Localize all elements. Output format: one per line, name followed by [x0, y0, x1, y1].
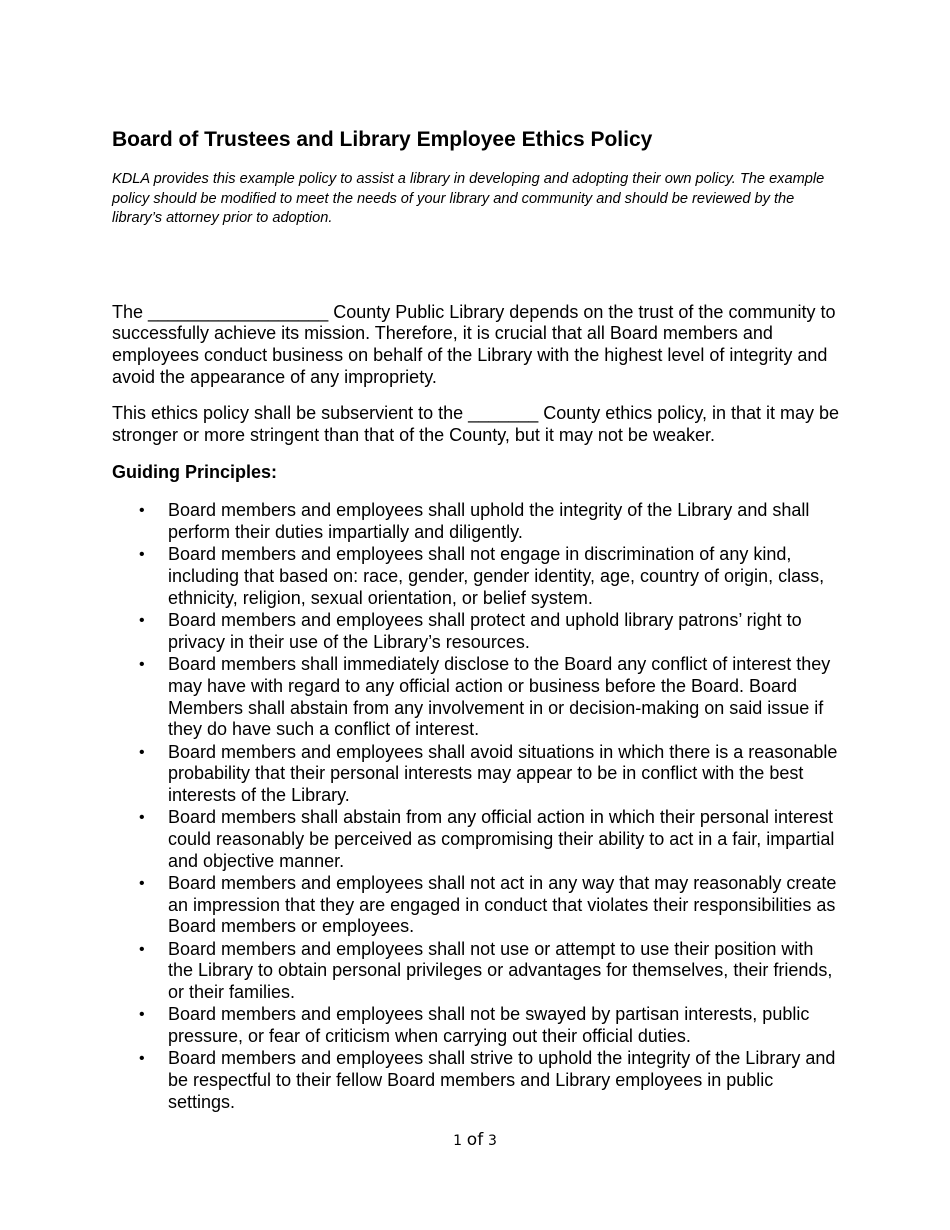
bullet-icon: •	[139, 809, 145, 827]
list-item	[112, 610, 840, 653]
page-number	[0, 1130, 950, 1151]
intro-note: KDLA provides this example policy to assist a library in developing and adopting their own policy. The example policy should be modified to meet the needs of your library and community and should be reviewed by the library’s attorney prior to adoption.	[112, 171, 825, 226]
principle-text: Board members shall immediately disclose to the Board any conflict of interest they may have with regard to any official action or business before the Board. Board Members shall abstain from any involvement in or decision-making on said issue if they do have such a conflict of interest.	[168, 654, 831, 740]
paragraph-county-policy: This ethics policy shall be subservient to the _______ County ethics policy, in that it may be stronger or more stringent than that of the County, but it may not be weaker.	[112, 403, 840, 446]
document-page	[112, 124, 840, 1114]
bullet-icon: •	[139, 1050, 145, 1068]
bullet-icon: •	[139, 1006, 145, 1024]
principles-heading: Guiding Principles:	[112, 461, 278, 482]
list-item	[112, 1004, 840, 1047]
list-item	[112, 873, 840, 938]
principle-text: Board members and employees shall not use or attempt to use their position with the Library to obtain personal privileges or advantages for themselves, their friends, or their families.	[168, 938, 833, 1003]
list-item	[112, 742, 840, 807]
list-item	[112, 807, 840, 872]
list-item	[112, 939, 840, 1004]
bullet-icon: •	[139, 612, 145, 630]
principle-text: Board members and employees shall protect and uphold library patrons’ right to privacy in their use of the Library’s resources.	[168, 610, 802, 652]
list-item	[112, 500, 840, 543]
page-total: 3	[487, 1133, 497, 1149]
principle-text: Board members and employees shall not be swayed by partisan interests, public pressure, or fear of criticism when carrying out their official duties.	[168, 1004, 810, 1047]
document-title: Board of Trustees and Library Employee Ethics Policy	[112, 128, 653, 151]
bullet-icon: •	[139, 874, 145, 892]
principle-text: Board members and employees shall uphold the integrity of the Library and shall perform their duties impartially and diligently.	[168, 500, 810, 543]
principle-text: Board members shall abstain from any official action in which their personal interest could reasonably be perceived as compromising their ability to act in a fair, impartial and objective manner.	[168, 807, 835, 871]
bullet-icon: •	[139, 656, 145, 674]
page-current: 1	[453, 1133, 463, 1149]
list-item	[112, 544, 840, 609]
list-item	[112, 1048, 840, 1113]
principle-text: Board members and employees shall avoid situations in which there is a reasonable probability that their personal interests may appear to be in conflict with the best interests of the Library.	[168, 741, 838, 805]
list-item	[112, 654, 840, 741]
paragraph-trust: The __________________ County Public Library depends on the trust of the community to successfully achieve its mission. Therefore, it is crucial that all Board members and employees conduct business on behalf of the Library with the highest level of integrity and avoid the appearance of any impropriety.	[112, 301, 836, 387]
principle-text: Board members and employees shall not engage in discrimination of any kind, including that based on: race, gender, gender identity, age, country of origin, class, ethnicity, religion, sexual orientation, or belief system.	[168, 544, 825, 608]
principles-list	[112, 500, 840, 1113]
bullet-icon: •	[139, 546, 145, 564]
bullet-icon: •	[139, 743, 145, 761]
bullet-icon: •	[139, 502, 145, 520]
principle-text: Board members and employees shall not act in any way that may reasonably create an impression that they are engaged in conduct that violates their responsibilities as Board members or employees.	[168, 872, 837, 937]
page-of: of	[466, 1130, 484, 1150]
principle-text: Board members and employees shall strive to uphold the integrity of the Library and be respectful to their fellow Board members and Library employees in public settings.	[168, 1048, 836, 1112]
bullet-icon: •	[139, 940, 145, 958]
